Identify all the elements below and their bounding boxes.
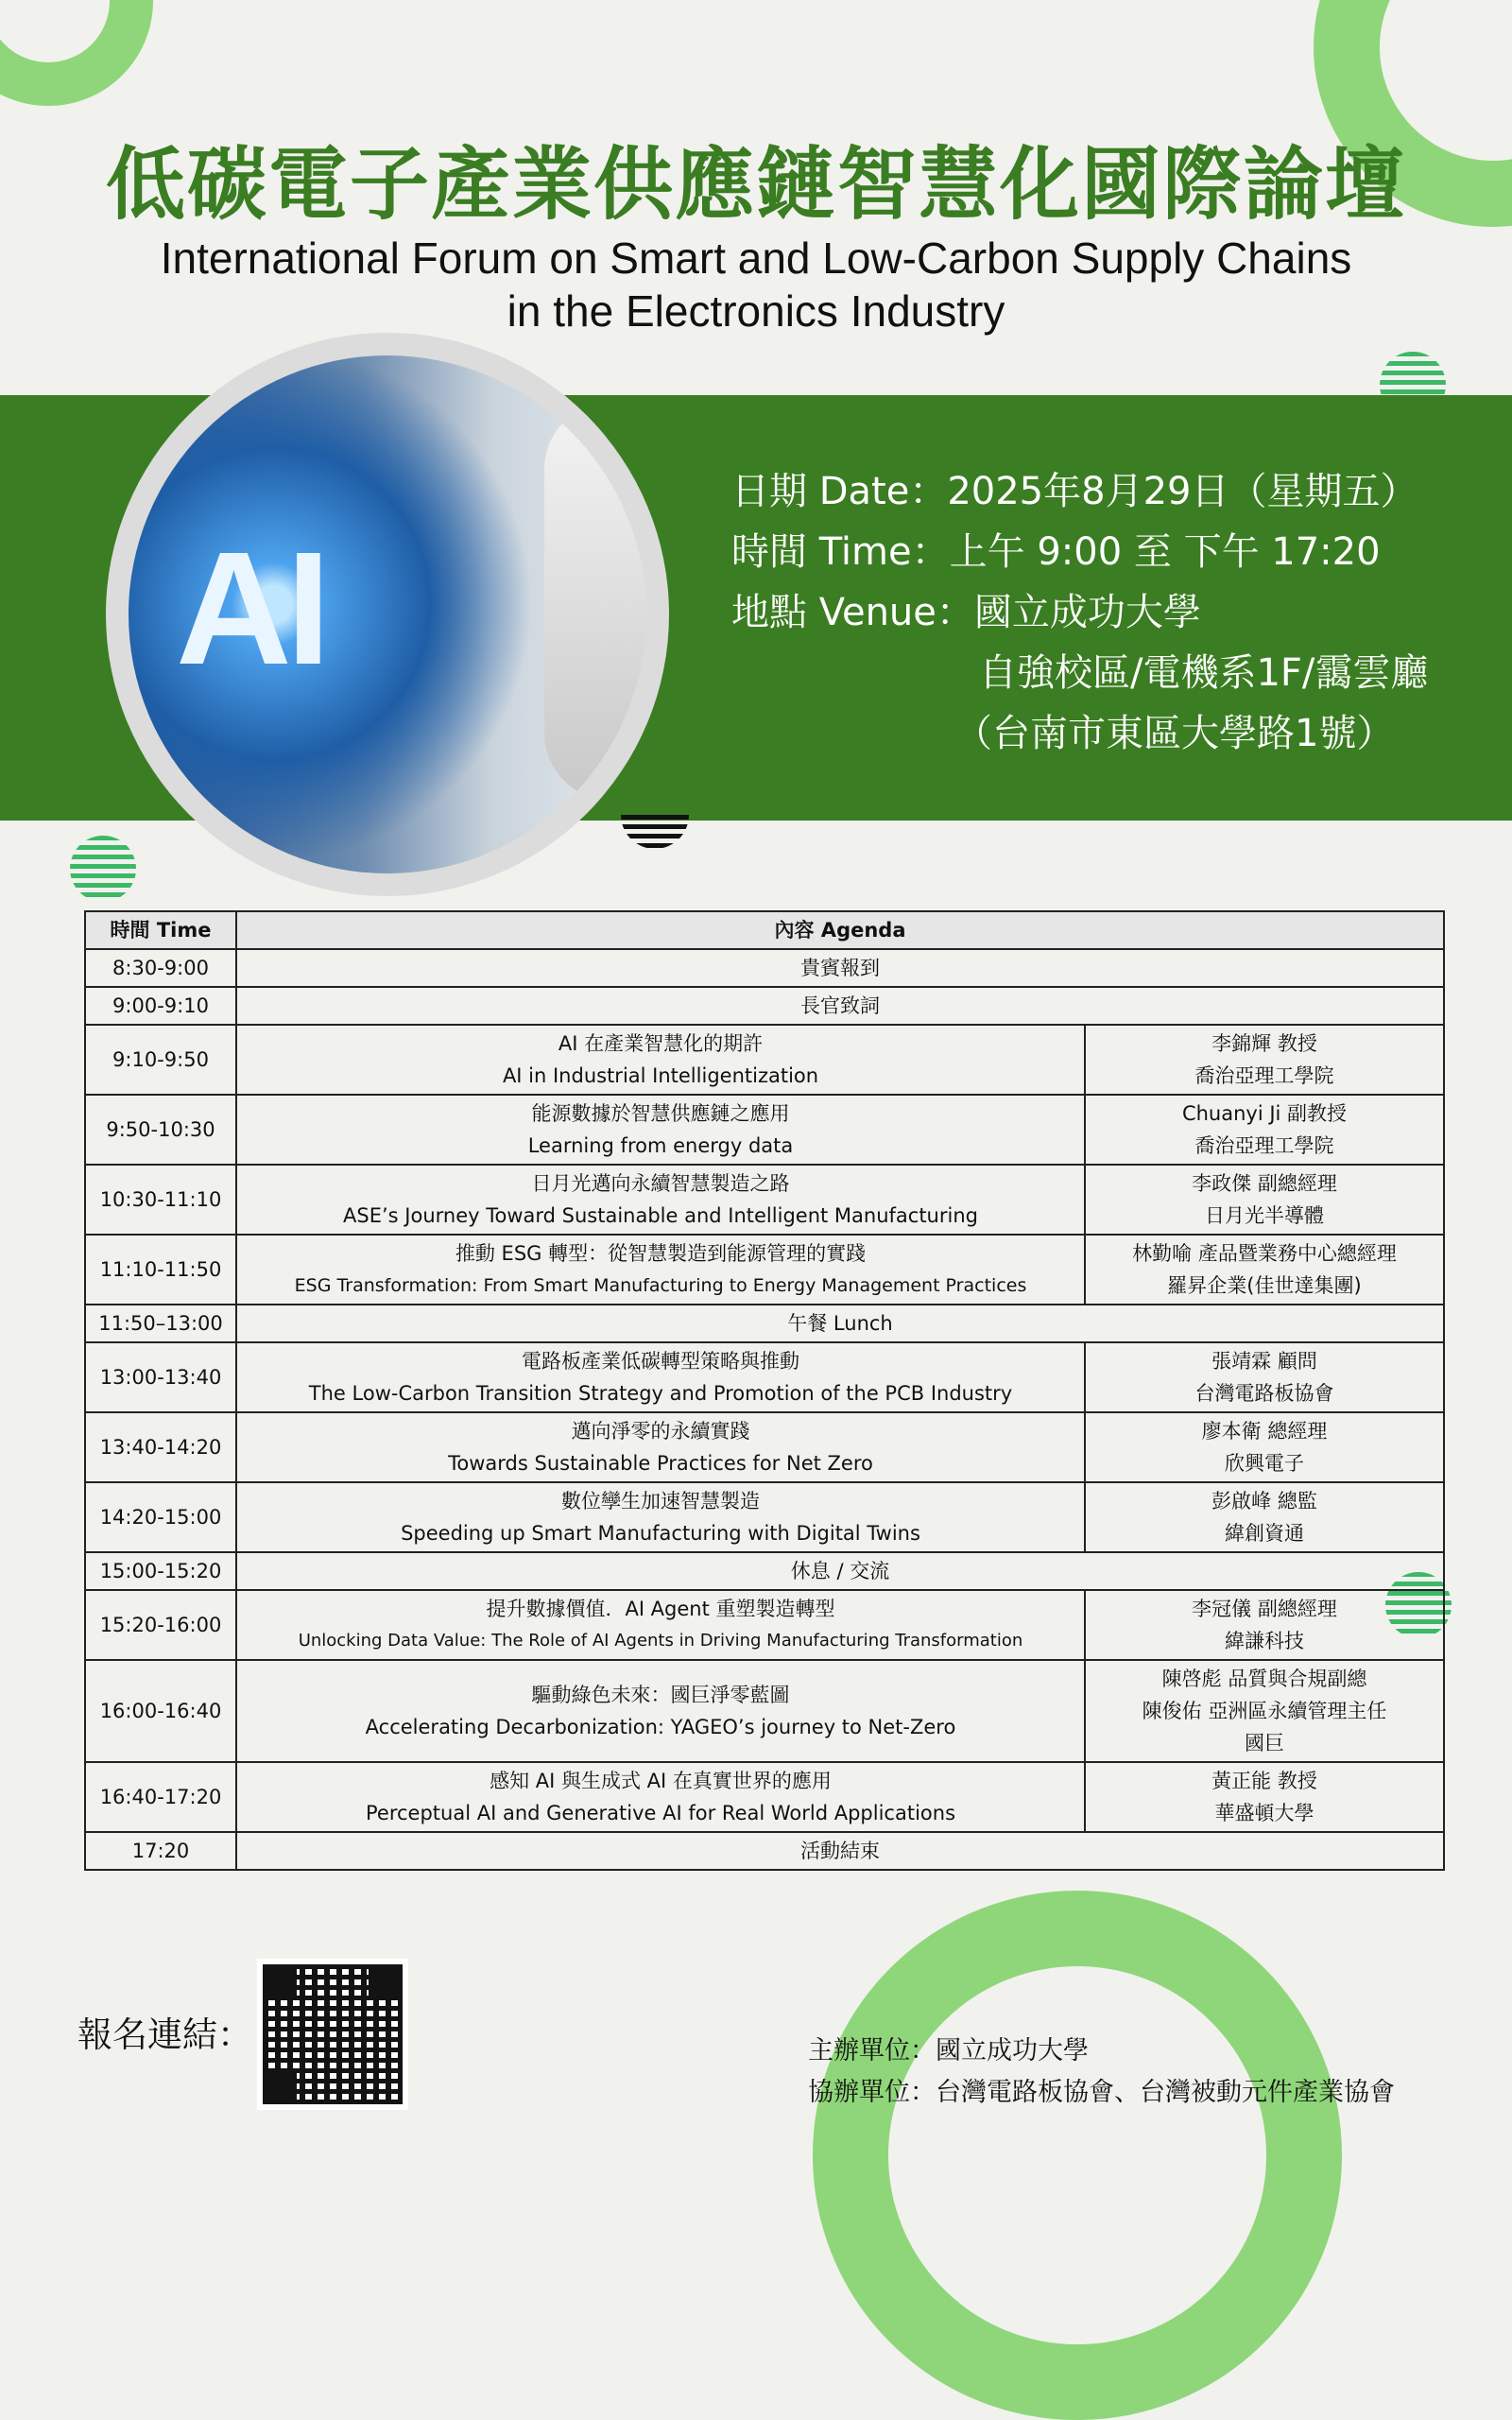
table-row [85,1660,1444,1762]
time-cell: 11:10-11:50 [85,1235,236,1305]
time-cell: 14:20-15:00 [85,1482,236,1552]
talk-title-zh: 感知 AI 與生成式 AI 在真實世界的應用 [490,1770,832,1792]
time-cell: 15:00-15:20 [85,1552,236,1590]
time-cell: 11:50–13:00 [85,1305,236,1342]
talk-title-en: ESG Transformation: From Smart Manufacturing to Energy Management Practices [294,1275,1027,1296]
speaker-name: 李錦輝 教授 [1211,1032,1317,1055]
table-row [85,1305,1444,1342]
speaker-affiliation: 緯創資通 [1225,1522,1304,1545]
talk-cell [236,1095,1085,1165]
speaker-affiliation: 羅昇企業(佳世達集團) [1167,1274,1362,1297]
talk-cell [236,1590,1085,1660]
talk-cell [236,1660,1085,1762]
talk-title-zh: 推動 ESG 轉型：從智慧製造到能源管理的實踐 [455,1242,867,1265]
talk-title-en: Perceptual AI and Generative AI for Real World Applications [365,1802,956,1824]
registration-qr-code[interactable] [257,1959,408,2110]
talk-cell [236,1482,1085,1552]
ai-robot-photo [106,333,669,896]
agenda-table [84,910,1445,1871]
event-venue: 地點 Venue：國立成功大學 [731,591,1201,634]
speaker-cell [1085,1412,1444,1482]
speaker-affiliation: 華盛頓大學 [1214,1802,1314,1824]
speaker-cell [1085,1342,1444,1412]
agenda-item: 午餐 Lunch [236,1305,1444,1342]
co-host-organizers: 協辦單位：台灣電路板協會、台灣被動元件產業協會 [808,2078,1395,2107]
speaker-affiliation: 台灣電路板協會 [1194,1382,1334,1405]
speaker-name: 李冠儀 副總經理 [1192,1598,1337,1620]
speaker-name: 林勤喻 產品暨業務中心總經理 [1132,1242,1397,1265]
qr-code-pattern [263,1964,403,2104]
agenda-item: 活動結束 [236,1832,1444,1870]
title-english-line1: International Forum on Smart and Low-Carbon Supply Chains [160,233,1352,283]
talk-title-zh: 電路板產業低碳轉型策略與推動 [522,1350,799,1373]
talk-title-en: Unlocking Data Value: The Role of AI Agents in Driving Manufacturing Transformation [298,1631,1023,1651]
speaker-affiliation: 喬治亞理工學院 [1194,1134,1334,1157]
talk-title-zh: 提升數據價值．AI Agent 重塑製造轉型 [486,1598,835,1620]
time-cell: 13:00-13:40 [85,1342,236,1412]
speaker-cell [1085,1762,1444,1832]
title-chinese: 低碳電子產業供應鏈智慧化國際論壇 [105,138,1406,231]
table-row [85,1025,1444,1095]
speaker-affiliation: 國巨 [1245,1732,1284,1754]
speaker-cell [1085,1025,1444,1095]
time-cell: 17:20 [85,1832,236,1870]
event-info [731,461,1428,764]
table-row [85,1590,1444,1660]
time-cell: 16:00-16:40 [85,1660,236,1762]
event-date: 日期 Date：2025年8月29日（星期五） [731,470,1418,513]
speaker-cell [1085,1095,1444,1165]
registration-label: 報名連結： [77,2014,252,2055]
time-cell: 16:40-17:20 [85,1762,236,1832]
speaker-cell [1085,1235,1444,1305]
table-row [85,987,1444,1025]
table-row [85,1095,1444,1165]
organizers [808,2031,1395,2114]
speaker-name: Chuanyi Ji 副教授 [1181,1102,1348,1125]
table-row [85,1832,1444,1870]
talk-title-en: Accelerating Decarbonization: YAGEO’s journey to Net-Zero [365,1716,956,1738]
time-cell: 9:00-9:10 [85,987,236,1025]
talk-title-zh: 數位孿生加速智慧製造 [561,1490,760,1512]
talk-title-zh: AI 在產業智慧化的期許 [558,1032,764,1055]
speaker-cell [1085,1482,1444,1552]
striped-semicircle-decoration [621,815,689,849]
agenda-header-row [85,911,1444,949]
time-cell: 15:20-16:00 [85,1590,236,1660]
agenda-item: 休息 / 交流 [236,1552,1444,1590]
speaker-cell [1085,1660,1444,1762]
talk-cell [236,1762,1085,1832]
talk-title-zh: 能源數據於智慧供應鏈之應用 [531,1102,790,1125]
striped-circle-decoration [70,836,136,902]
table-row [85,1342,1444,1412]
talk-title-zh: 日月光邁向永續智慧製造之路 [531,1172,790,1195]
speaker-name: 李政傑 副總經理 [1192,1172,1337,1195]
speaker-name: 黃正能 教授 [1211,1770,1317,1792]
talk-title-en: ASE’s Journey Toward Sustainable and Intelligent Manufacturing [343,1204,978,1227]
ai-robot-image [129,355,646,873]
speaker-name: 張靖霖 顧問 [1211,1350,1317,1373]
talk-title-zh: 驅動綠色未來：國巨淨零藍圖 [531,1684,790,1706]
host-organizer: 主辦單位：國立成功大學 [808,2036,1089,2066]
event-venue-address: （台南市東區大學路1號） [954,712,1395,755]
talk-cell [236,1025,1085,1095]
speaker-name: 彭啟峰 總監 [1211,1490,1317,1512]
speaker-cell [1085,1165,1444,1235]
time-cell: 9:10-9:50 [85,1025,236,1095]
time-cell: 10:30-11:10 [85,1165,236,1235]
speaker-affiliation: 欣興電子 [1225,1452,1304,1475]
speaker-affiliation: 日月光半導體 [1205,1204,1324,1227]
talk-title-en: The Low-Carbon Transition Strategy and Promotion of the PCB Industry [308,1382,1013,1405]
talk-title-zh: 邁向淨零的永續實踐 [571,1420,750,1443]
agenda-header-content: 內容 Agenda [236,911,1444,949]
decorative-ring-bottom [813,1891,1342,2420]
title-english-line2: in the Electronics Industry [507,286,1005,336]
ai-overlay-text: AI [176,519,325,699]
speaker-affiliation: 緯謙科技 [1225,1630,1304,1652]
table-row [85,1552,1444,1590]
event-time: 時間 Time：上午 9:00 至 下午 17:20 [731,530,1381,574]
talk-title-en: Learning from energy data [527,1134,794,1157]
table-row [85,1412,1444,1482]
talk-title-en: Speeding up Smart Manufacturing with Digital Twins [401,1522,920,1545]
agenda-header-time: 時間 Time [85,911,236,949]
title-english [0,232,1512,337]
table-row [85,1165,1444,1235]
agenda-item: 長官致詞 [236,987,1444,1025]
talk-cell [236,1165,1085,1235]
time-cell: 8:30-9:00 [85,949,236,987]
speaker-name: 廖本衛 總經理 [1201,1420,1328,1443]
talk-cell [236,1342,1085,1412]
table-row [85,949,1444,987]
table-row [85,1235,1444,1305]
speaker-cell [1085,1590,1444,1660]
time-cell: 13:40-14:20 [85,1412,236,1482]
robot-figure [544,403,646,800]
agenda-item: 貴賓報到 [236,949,1444,987]
talk-cell [236,1235,1085,1305]
time-cell: 9:50-10:30 [85,1095,236,1165]
talk-cell [236,1412,1085,1482]
event-venue-room: 自強校區/電機系1F/靄雲廳 [979,651,1429,695]
table-row [85,1482,1444,1552]
talk-title-en: Towards Sustainable Practices for Net Zero [448,1452,873,1475]
speaker-name: 陳啓彪 品質與合規副總 [1161,1668,1367,1690]
table-row [85,1762,1444,1832]
talk-title-en: AI in Industrial Intelligentization [502,1064,819,1087]
decorative-ring-top-left [0,0,153,106]
speaker-affiliation: 喬治亞理工學院 [1194,1064,1334,1087]
speaker-name: 陳俊佑 亞洲區永續管理主任 [1142,1700,1387,1722]
